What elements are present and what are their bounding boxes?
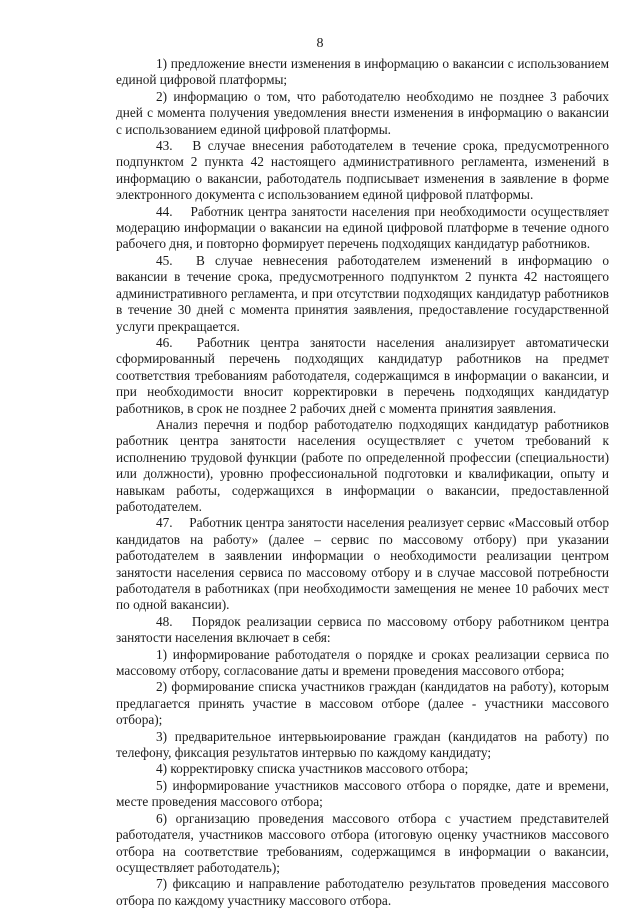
paragraph-list-item-4: 4) корректировку списка участников массового отбора;	[156, 761, 469, 777]
paragraph-clause-43: 43. В случае внесения работодателем в течение срока, предусмотренного подпунктом 2 пункта 42 настоящего административного регламента, изменений в информацию о вакансии, работодатель подписывает изменения в заявление в форме электронного документа с использованием единой цифровой платформы.	[116, 138, 609, 203]
paragraph-list-item-7: 7) фиксацию и направление работодателю результатов проведения массового отбора по каждому участнику массового отбора.	[116, 876, 609, 908]
paragraph-list-item-5: 5) информирование участников массового отбора о порядке, дате и времени, месте проведения массового отбора;	[116, 777, 609, 810]
paragraph-clause-46: 46. Работник центра занятости населения анализирует автоматически сформированный перечень подходящих кандидатур работников на предмет соответствия требованиям работодателя, содержащимся в информации о вакансии, и при необходимости вносит корректировки в перечень подходящих кандидатур работников, в срок не позднее 2 рабочих дней с момента принятия заявления.	[116, 334, 609, 416]
paragraph-list-item-3: 3) предварительное интервьюирование граждан (кандидатов на работу) по телефону, фиксация результатов интервью по каждому кандидату;	[116, 728, 609, 761]
paragraph-clause-48: 48. Порядок реализации сервиса по массовому отбору работником центра занятости населения включает в себя:	[116, 613, 609, 646]
paragraph-list-item-6: 6) организацию проведения массового отбора с участием представителей работодателя, участников массового отбора (итоговую оценку участников массового отбора на соответствие требованиям, содержащимся в информации о вакансии, осуществляет работодатель);	[116, 810, 609, 875]
paragraph-analysis: Анализ перечня и подбор работодателю подходящих кандидатур работников работник центра занятости населения осуществляет с учетом требований к исполнению трудовой функции (работе по определенной профессии (специальности) или должности), уровню профессиональной подготовки и квалификации, опыту и навыкам работы, содержащихся в информации о вакансии, предоставленной работодателем.	[116, 416, 609, 514]
document-body	[116, 56, 609, 909]
paragraph-clause-45: 45. В случае невнесения работодателем изменений в информацию о вакансии в течение срока, предусмотренного подпунктом 2 пункта 42 настоящего административного регламента, и при отсутствии подходящих кандидатур работников в течение 30 дней с момента принятия заявления, предоставление государственной услуги прекращается.	[116, 252, 609, 334]
page-number: 8	[316, 36, 324, 51]
paragraph-list-item-1: 1) информирование работодателя о порядке и сроках реализации сервиса по массовому отбору, согласование даты и времени проведения массового отбора;	[116, 646, 609, 679]
paragraph-list-item-2: 2) формирование списка участников граждан (кандидатов на работу), которым предлагается принять участие в массовом отборе (далее - участники массового отбора);	[116, 679, 609, 728]
paragraph-clause-47: 47. Работник центра занятости населения реализует сервис «Массовый отбор кандидатов на работу» (далее – сервис по массовому отбору) при указании работодателем в заявлении информации о необходимости реализации центром занятости населения сервиса по массовому отбору и в случае массовой потребности работодателя в работниках (при необходимости замещения не менее 10 рабочих мест по одной вакансии).	[116, 515, 609, 613]
paragraph-item-2: 2) информацию о том, что работодателю необходимо не позднее 3 рабочих дней с момента получения уведомления внести изменения в информацию о вакансии с использованием единой цифровой платформы.	[116, 88, 609, 137]
paragraph-clause-44: 44. Работник центра занятости населения при необходимости осуществляет модерацию информации о вакансии на единой цифровой платформе в течение одного рабочего дня, и повторно формирует перечень подходящих кандидатур работников.	[116, 203, 609, 252]
paragraph-item-1: 1) предложение внести изменения в информацию о вакансии с использованием единой цифровой платформы;	[116, 56, 609, 88]
